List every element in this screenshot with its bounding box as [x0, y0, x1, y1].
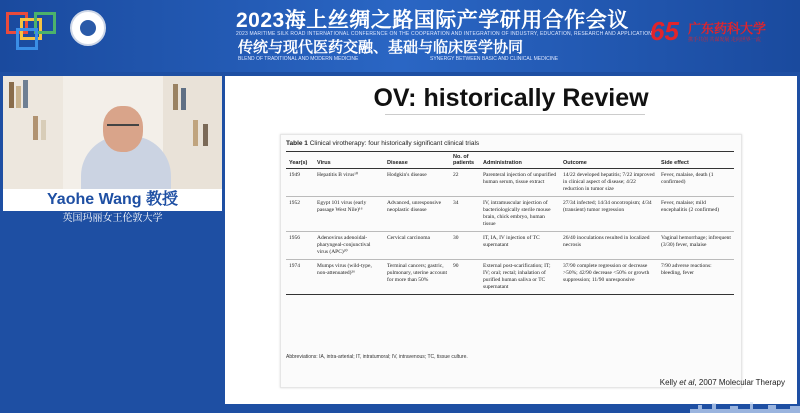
cell-disease: Advanced, unresponsive neoplastic disease	[384, 197, 450, 232]
university-slogan: 携手共创 共谋发展 走向世界一流	[688, 37, 761, 43]
table-abbreviations: Abbreviations: IA, intra-arterial; IT, intratumoral; IV, intravenous; TC, tissue culture.	[286, 354, 468, 360]
speaker-affiliation-bar	[3, 211, 222, 227]
table-header-row	[286, 152, 734, 169]
bookshelf-left	[3, 76, 63, 189]
cell-year: 1974	[286, 260, 314, 295]
header-year: Year(s)	[286, 152, 314, 169]
paper-excerpt	[280, 134, 742, 388]
cell-year: 1956	[286, 232, 314, 260]
title-divider	[385, 114, 645, 115]
bookshelf-right	[163, 76, 222, 189]
citation	[660, 378, 785, 387]
cell-patients: 90	[450, 260, 480, 295]
cell-year: 1952	[286, 197, 314, 232]
citation-source: , 2007 Molecular Therapy	[694, 378, 785, 387]
cell-administration: Parenteral injection of unpurified human serum, tissue extract	[480, 169, 560, 197]
cell-patients: 30	[450, 232, 480, 260]
table-caption	[286, 140, 479, 147]
speaker-name: Yaohe Wang 教授	[47, 191, 178, 208]
cell-patients: 22	[450, 169, 480, 197]
conference-subtitle-en-right: SYNERGY BETWEEN BASIC AND CLINICAL MEDICINE	[430, 56, 559, 62]
citation-author: Kelly	[659, 378, 680, 387]
university-name: 广东药科大学	[688, 21, 767, 36]
table-row	[286, 169, 734, 197]
header-side-effect: Side effect	[658, 152, 734, 169]
header-virus: Virus	[314, 152, 384, 169]
citation-etal: et al	[679, 378, 695, 387]
cell-administration: External post-scarification; IT; IV; oral; rectal; inhalation of purified human saliva or TC supernatant	[480, 260, 560, 295]
table-row	[286, 197, 734, 232]
cell-outcome: 37/90 complete regression or decrease >50%; 42/90 decrease <50% or growth suppression; 11/90 unresponsive	[560, 260, 658, 295]
conference-subtitle-en-left: BLEND OF TRADITIONAL AND MODERN MEDICINE	[238, 56, 359, 62]
cell-administration: IT, IA, IV injection of TC supernatant	[480, 232, 560, 260]
speaker-name-bar	[3, 189, 222, 211]
cell-side-effect: 7/90 adverse reactions: bleeding, fever	[658, 260, 734, 295]
cell-disease: Terminal cancers; gastric, pulmonary, uterine account for more than 50%	[384, 260, 450, 295]
clinical-trials-table	[286, 151, 734, 295]
slide-title: OV: historically Review	[373, 84, 649, 112]
cell-administration: IV, intramuscular injection of bacteriologically sterile mouse brain, chick embryo, human tissue	[480, 197, 560, 232]
header-disease: Disease	[384, 152, 450, 169]
anniversary-number: 65	[650, 16, 679, 46]
cell-patients: 34	[450, 197, 480, 232]
cell-outcome: 27/34 infected; 14/34 oncotropism; 4/34 (transient) tumor regression	[560, 197, 658, 232]
cell-side-effect: Fever, malaise; mild encephalitis (2 confirmed)	[658, 197, 734, 232]
university-seal-icon	[70, 10, 106, 46]
conference-title: 2023海上丝绸之路国际产学研用合作会议	[236, 9, 629, 32]
speaker-affiliation: 英国玛丽女王伦敦大学	[62, 213, 163, 224]
header-administration: Administration	[480, 152, 560, 169]
table-caption-text: Clinical virotherapy: four historically significant clinical trials	[309, 140, 480, 147]
cell-side-effect: Fever, malaise, death (1 confirmed)	[658, 169, 734, 197]
conference-title-en: 2023 MARITIME SILK ROAD INTERNATIONAL CONFERENCE ON THE COOPERATION AND INTEGRATION OF INDUSTRY, EDUCATION, RESEARCH AND APPLICATION	[236, 31, 653, 37]
university-logo	[650, 16, 796, 48]
cell-disease: Cervical carcinoma	[384, 232, 450, 260]
cell-virus: Adenovirus adenoidal-pharyngeal-conjunctival virus (APC)²⁰	[314, 232, 384, 260]
speaker-video	[3, 76, 222, 189]
conference-banner	[0, 0, 800, 72]
table-row	[286, 260, 734, 295]
cell-virus: Egypt 101 virus (early passage West Nile)¹⁶	[314, 197, 384, 232]
header-patients: No. of patients	[450, 152, 480, 169]
cell-disease: Hodgkin's disease	[384, 169, 450, 197]
table-caption-label: Table 1	[286, 140, 308, 147]
cell-virus: Mumps virus (wild-type, non-attenuated)²⁶	[314, 260, 384, 295]
cell-outcome: 26/40 inoculations resulted in localized necrosis	[560, 232, 658, 260]
skyline-decoration-icon	[690, 400, 800, 413]
table-row	[286, 232, 734, 260]
cell-side-effect: Vaginal hemorrhage; infrequent (3/30) fever, malaise	[658, 232, 734, 260]
cell-outcome: 14/22 developed hepatitis; 7/22 improved in clinical aspect of disease; 4/22 reduction in tumor size	[560, 169, 658, 197]
header-outcome: Outcome	[560, 152, 658, 169]
cell-virus: Hepatitis B virus¹⁰	[314, 169, 384, 197]
conference-subtitle: 传统与现代医药交融、基础与临床医学协同	[238, 39, 524, 56]
presentation-slide	[225, 76, 797, 404]
conference-logo-icon	[6, 12, 62, 52]
cell-year: 1949	[286, 169, 314, 197]
glasses-icon	[107, 124, 139, 132]
